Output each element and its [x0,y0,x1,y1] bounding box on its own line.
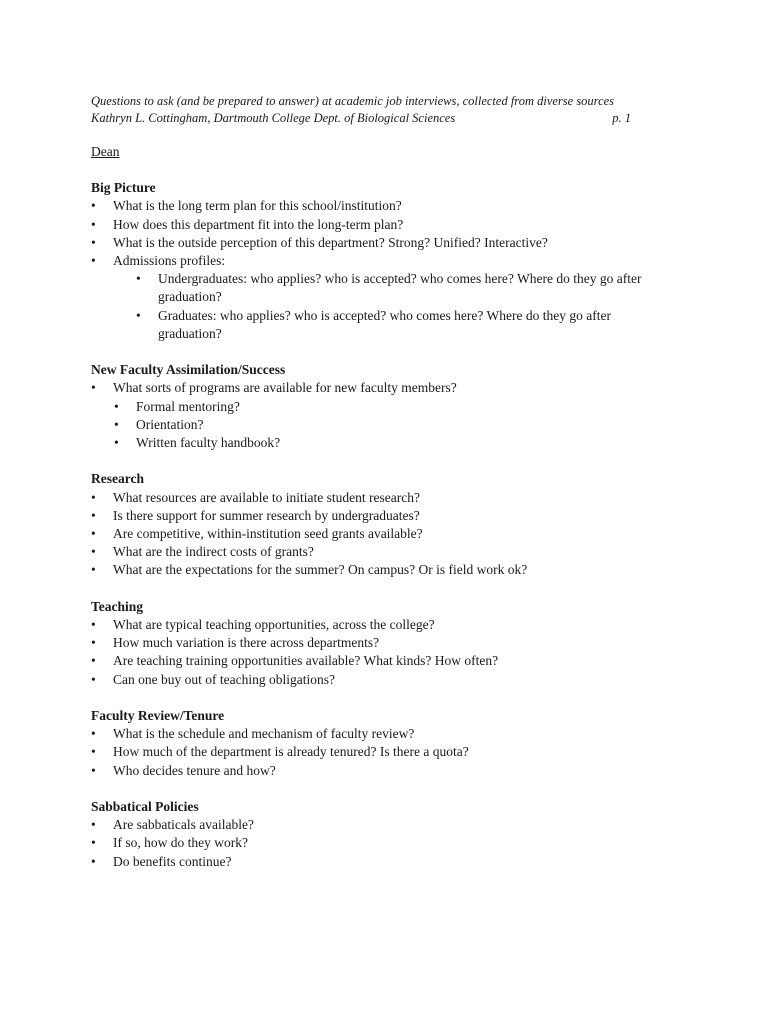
list-item: • Are sabbaticals available? [91,816,681,834]
list-item: • What resources are available to initiate student research? [91,489,681,507]
document-header [91,93,631,127]
list-item: • How much variation is there across departments? [91,634,681,652]
bullet-list [91,379,681,397]
list-item: • Do benefits continue? [91,853,681,871]
list-item: • Is there support for summer research by undergraduates? [91,507,681,525]
sub-list-item: • Orientation? [91,416,681,434]
list-item: • How much of the department is already tenured? Is there a quota? [91,743,681,761]
page-number: p. 1 [612,111,631,125]
section-heading: Research [91,471,144,487]
list-item: • Are teaching training opportunities available? What kinds? How often? [91,652,681,670]
section-new-faculty [91,361,681,452]
section-teaching [91,598,681,689]
section-sabbatical [91,798,681,871]
sub-bullet-list [91,270,681,343]
bullet-list [91,816,681,871]
section-heading: New Faculty Assimilation/Success [91,362,286,378]
section-faculty-review [91,707,681,780]
bullet-list [91,489,681,580]
section-big-picture [91,179,681,343]
list-item: • Are competitive, within-institution seed grants available? [91,525,681,543]
list-item: • If so, how do they work? [91,834,681,852]
list-item: • What are typical teaching opportunities, across the college? [91,616,681,634]
list-item: • What is the outside perception of this department? Strong? Unified? Interactive? [91,234,681,252]
bullet-list [91,616,681,689]
section-heading: Big Picture [91,180,156,196]
header-title: Questions to ask (and be prepared to answer) at academic job interviews, collected from diverse sources [91,94,615,108]
document-body [91,143,681,889]
sub-list-item: • Graduates: who applies? who is accepted? who comes here? Where do they go after graduation? [91,307,681,343]
section-heading: Faculty Review/Tenure [91,708,225,724]
bullet-list [91,725,681,780]
sub-list-item: • Written faculty handbook? [91,434,681,452]
header-author-line [91,110,631,127]
section-heading: Teaching [91,598,144,614]
bullet-list [91,197,681,270]
list-item: • What are the expectations for the summer? On campus? Or is field work ok? [91,561,681,579]
list-item: • What sorts of programs are available for new faculty members? [91,379,681,397]
sub-bullet-list [91,398,681,453]
list-item: • Admissions profiles: [91,252,681,270]
section-heading: Sabbatical Policies [91,799,199,815]
sub-list-item: • Undergraduates: who applies? who is accepted? who comes here? Where do they go after graduation? [91,270,681,306]
list-item: • What is the long term plan for this school/institution? [91,197,681,215]
list-item: • What is the schedule and mechanism of faculty review? [91,725,681,743]
list-item: • What are the indirect costs of grants? [91,543,681,561]
header-author: Kathryn L. Cottingham, Dartmouth College Dept. of Biological Sciences [91,111,456,125]
list-item: • Can one buy out of teaching obligations? [91,671,681,689]
list-item: • How does this department fit into the long-term plan? [91,216,681,234]
list-item: • Who decides tenure and how? [91,762,681,780]
role-title: Dean [91,144,120,159]
section-research [91,470,681,579]
sub-list-item: • Formal mentoring? [91,398,681,416]
